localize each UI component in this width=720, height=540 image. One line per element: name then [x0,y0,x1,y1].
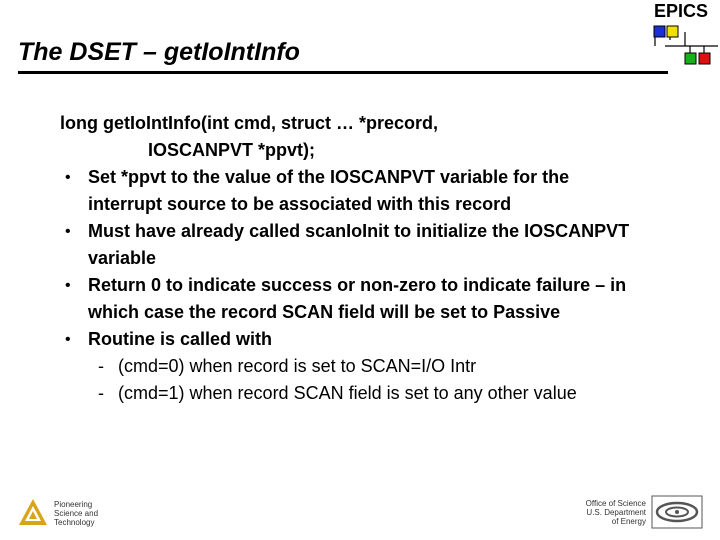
argonne-logo-icon [18,498,48,526]
epics-network-logo-icon [640,20,720,70]
slide-title: The DSET – getIoIntInfo [18,38,300,66]
footer-tagline-line: Technology [54,518,95,527]
footer-doe-text [560,499,646,526]
doe-office-of-science-logo-icon [651,495,703,529]
bullet-item [60,272,700,326]
slide-body [60,110,700,407]
sub-bullet-item [60,353,700,380]
footer-doe-line: of Energy [611,517,646,526]
bullet-dot-icon: • [65,223,71,240]
bullet-dot-icon: • [65,277,71,294]
footer-tagline-line: Science and [54,509,99,518]
bullet-line: variable [88,248,157,268]
epics-logo-text: EPICS [654,1,709,21]
bullet-line: interrupt source to be associated with this record [88,194,512,214]
footer-tagline-line: Pioneering [54,500,93,509]
dash-icon: - [98,356,104,376]
bullet-line: Return 0 to indicate success or non-zero to indicate failure – in [88,275,627,295]
bullet-item [60,218,700,272]
bullet-item [60,326,700,353]
sub-bullet-text: (cmd=0) when record is set to SCAN=I/O Intr [118,356,477,376]
bullet-dot-icon: • [65,331,71,348]
title-underline [18,71,668,74]
function-signature-line-2: IOSCANPVT *ppvt); [148,140,316,160]
function-signature-line-1: long getIoIntInfo(int cmd, struct … *precord, [60,113,438,133]
sub-bullet-text: (cmd=1) when record SCAN field is set to any other value [118,383,577,403]
footer-tagline [54,500,98,527]
dash-icon: - [98,383,104,403]
bullet-line: Routine is called with [88,329,273,349]
bullet-dot-icon: • [65,169,71,186]
footer-doe-line: U.S. Department [586,508,646,517]
bullet-line: Must have already called scanIoInit to initialize the IOSCANPVT [88,221,630,241]
footer-doe-line: Office of Science [585,499,646,508]
bullet-line: Set *ppvt to the value of the IOSCANPVT variable for the [88,167,570,187]
bullet-line: which case the record SCAN field will be set to Passive [88,302,561,322]
bullet-item [60,164,700,218]
sub-bullet-item [60,380,700,407]
